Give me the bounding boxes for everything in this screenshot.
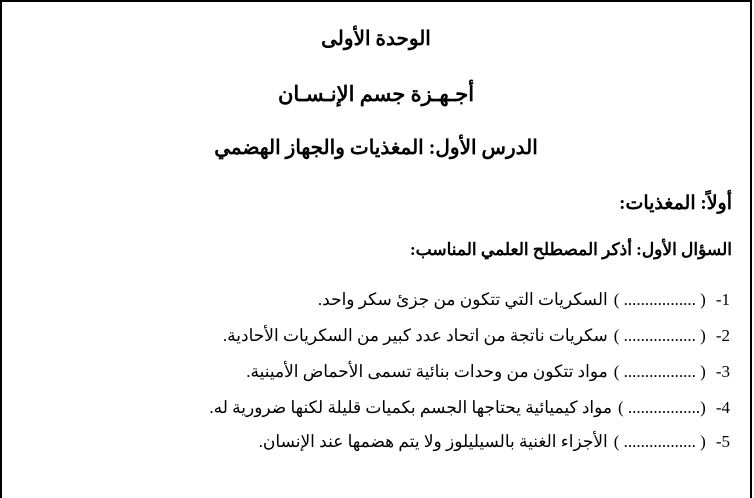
answer-blank: ( ................. ) <box>613 290 706 309</box>
answer-blank: ( ................. ) <box>613 432 706 451</box>
chapter-title: أجـهـزة جسم الإنـسـان <box>277 82 475 106</box>
item-number: 4- <box>715 398 730 417</box>
answer-blank: ( ................. ) <box>613 326 706 345</box>
item-text: مواد كيميائية يحتاجها الجسم بكميات قليلة لكنها ضرورية له. <box>209 398 612 417</box>
item-text: السكريات التي تتكون من جزئ سكر واحد. <box>317 290 608 309</box>
list-item <box>318 290 730 310</box>
item-text: الأجزاء الغنية بالسيليلوز ولا يتم هضمها عند الإنسان. <box>258 432 608 451</box>
lesson-title: الدرس الأول: المغذيات والجهاز الهضمي <box>214 137 538 159</box>
item-number: 5- <box>715 432 730 451</box>
item-number: 1- <box>715 290 730 309</box>
question-heading: السؤال الأول: أذكر المصطلح العلمي المناسب: <box>410 240 732 259</box>
list-item <box>223 326 730 346</box>
section-heading: أولاً: المغذيات: <box>619 193 732 214</box>
answer-blank: (................. ) <box>618 398 706 417</box>
item-text: مواد تتكون من وحدات بنائية تسمى الأحماض الأمينية. <box>246 362 608 381</box>
item-number: 3- <box>715 362 730 381</box>
unit-title: الوحدة الأولى <box>321 28 431 50</box>
item-number: 2- <box>715 326 730 345</box>
list-item <box>246 362 730 382</box>
answer-blank: ( ................. ) <box>613 362 706 381</box>
list-item <box>209 398 730 418</box>
list-item <box>259 432 730 452</box>
item-text: سكريات ناتجة من اتحاد عدد كبير من السكريات الأحادية. <box>222 326 608 345</box>
